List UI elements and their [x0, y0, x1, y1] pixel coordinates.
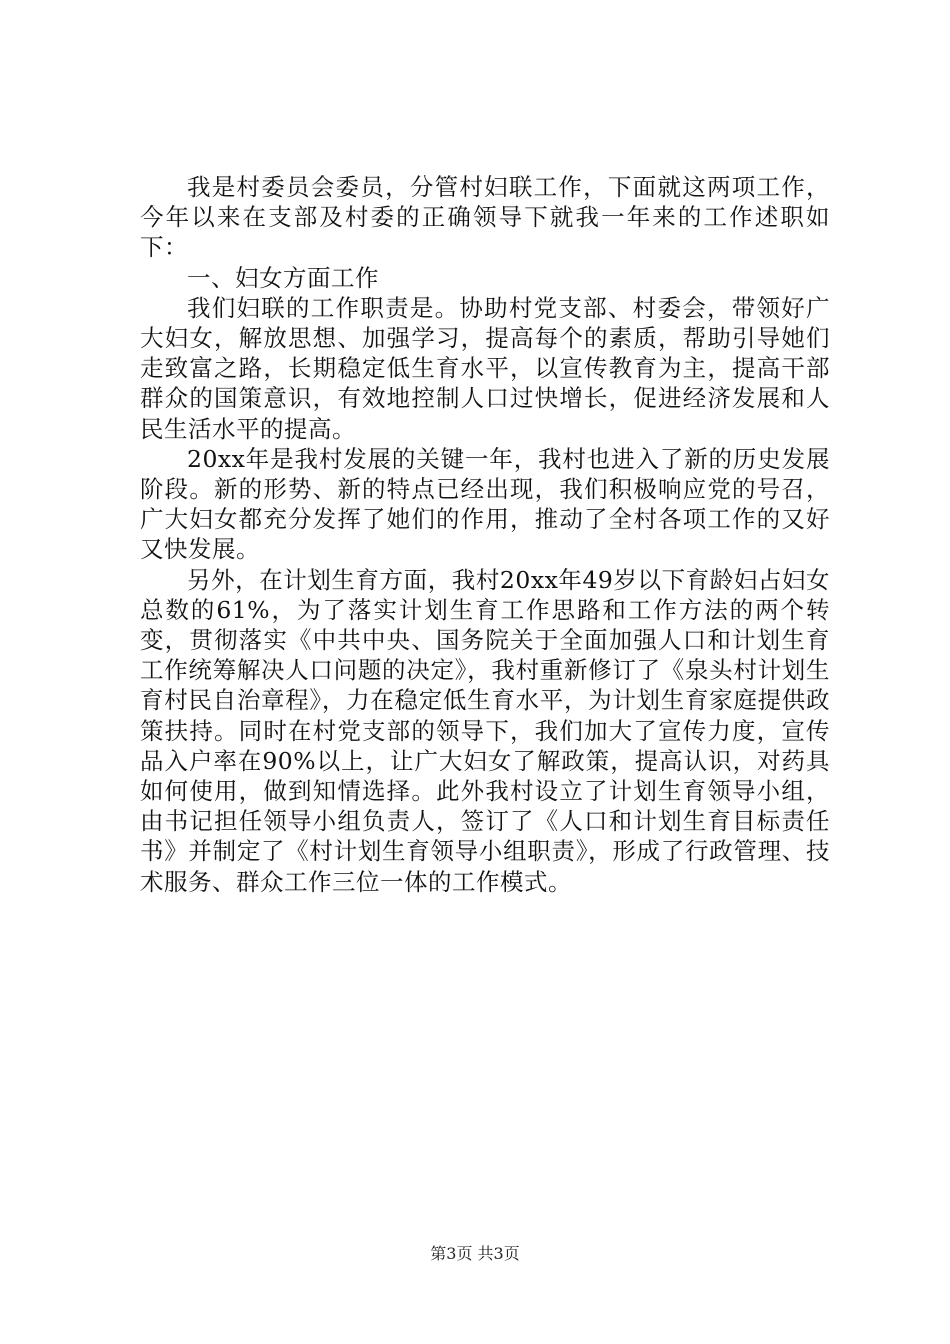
paragraph-intro: 我是村委员会委员，分管村妇联工作，下面就这两项工作，今年以来在支部及村委的正确领导下就我一年来的工作述职如下：	[140, 173, 830, 262]
document-body	[140, 172, 830, 897]
paragraph-family-planning: 另外，在计划生育方面，我村20xx年49岁以下育龄妇占妇女总数的61%，为了落实计划生育工作思路和工作方法的两个转变，贯彻落实《中共中央、国务院关于全面加强人口和计划生育工作统筹解决人口问题的决定》，我村重新修订了《泉头村计划生育村民自治章程》，力在稳定低生育水平，为计划生育家庭提供政策扶持。同时在村党支部的领导下，我们加大了宣传力度，宣传品入户率在90%以上，让广大妇女了解政策，提高认识，对药具如何使用，做到知情选择。此外我村设立了计划生育领导小组，由书记担任领导小组负责人，签订了《人口和计划生育目标责任书》并制定了《村计划生育领导小组职责》，形成了行政管理、技术服务、群众工作三位一体的工作模式。	[140, 565, 830, 896]
page-footer: 第3页 共3页	[430, 1244, 520, 1263]
section-heading: 一、妇女方面工作	[187, 263, 379, 292]
paragraph-development: 20xx年是我村发展的关键一年，我村也进入了新的历史发展阶段。新的形势、新的特点已经出现，我们积极响应党的号召，广大妇女都充分发挥了她们的作用，推动了全村各项工作的又好又快发展。	[140, 444, 830, 564]
paragraph-duties: 我们妇联的工作职责是。协助村党支部、村委会，带领好广大妇女，解放思想、加强学习，提高每个的素质，帮助引导她们走致富之路，长期稳定低生育水平，以宣传教育为主，提高干部群众的国策意识，有效地控制人口过快增长，促进经济发展和人民生活水平的提高。	[140, 293, 830, 443]
